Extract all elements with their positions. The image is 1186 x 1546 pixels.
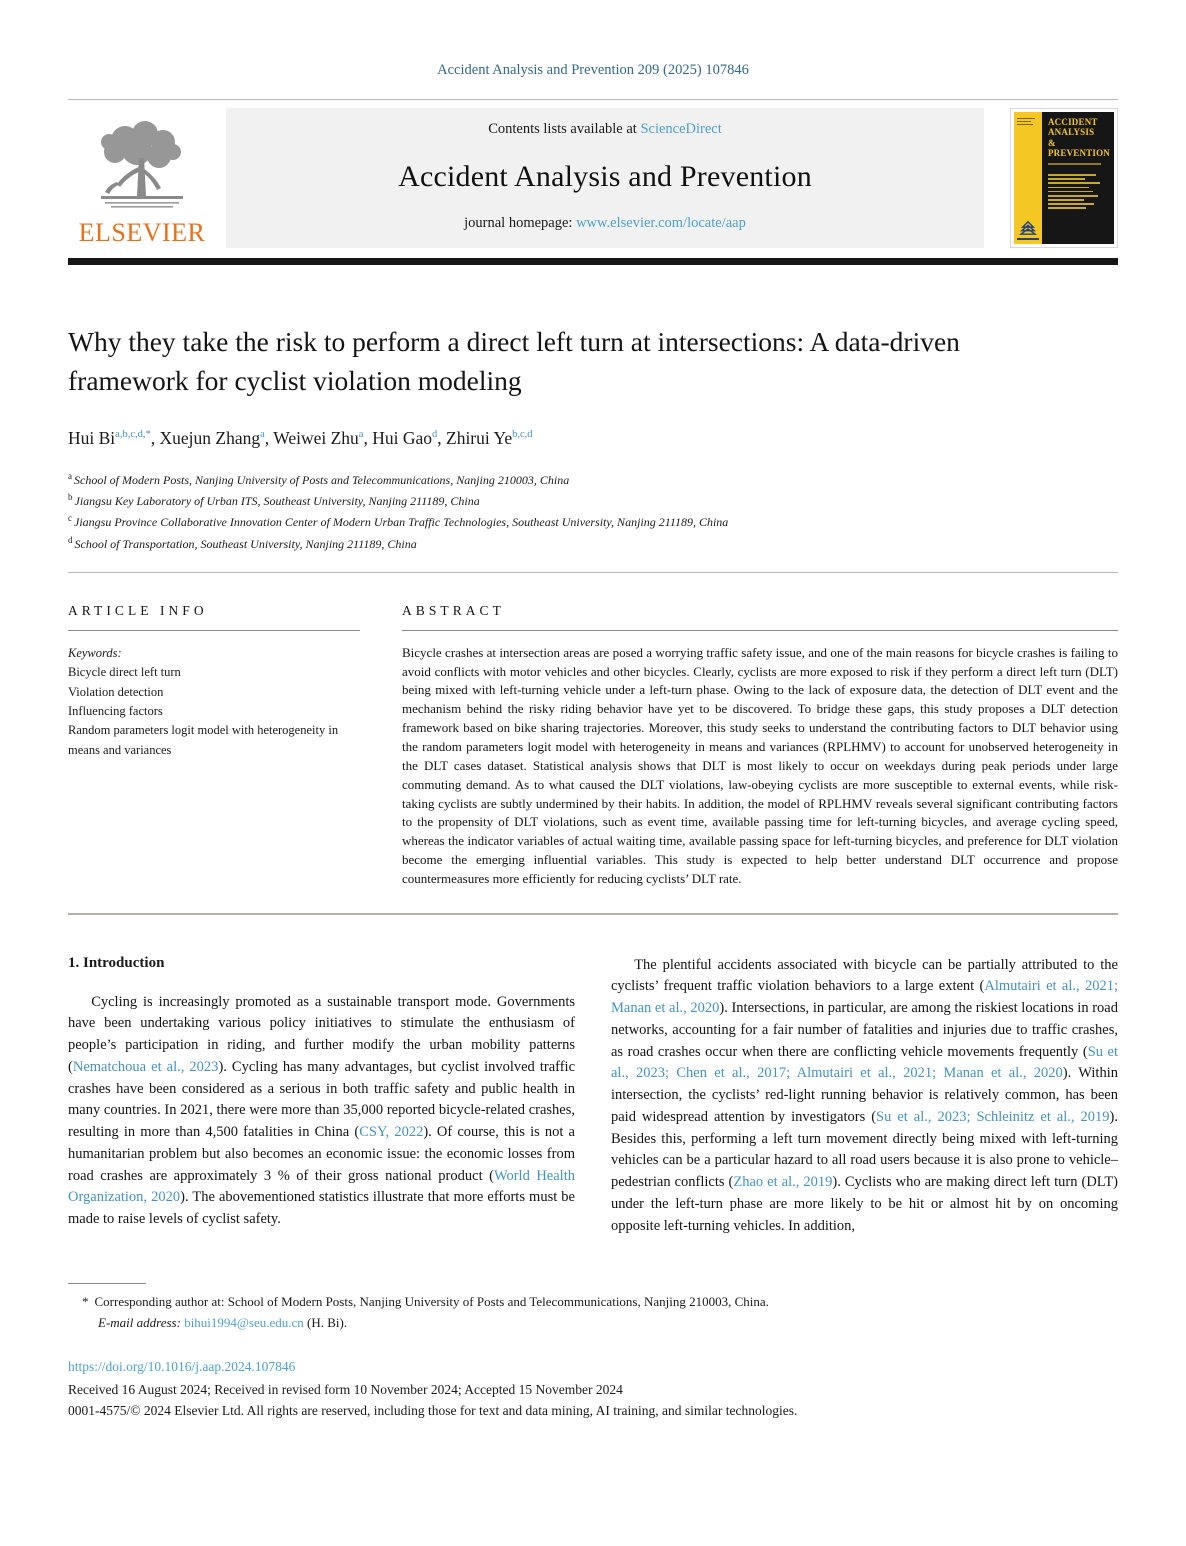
homepage-link[interactable]: www.elsevier.com/locate/aap bbox=[576, 215, 746, 231]
citation-link[interactable]: Nematchoua et al., 2023 bbox=[72, 1058, 219, 1075]
cover-issue-info-decor bbox=[1017, 116, 1039, 127]
article-title: Why they take the risk to perform a direct left turn at intersections: A data-driven framework for cyclist violation modeling bbox=[68, 326, 960, 396]
citation-link[interactable]: Su et al., 2023; Schleinitz et al., 2019 bbox=[876, 1108, 1110, 1125]
keyword: Influencing factors bbox=[68, 703, 163, 718]
paragraph-text: Cycling is increasingly promoted as a sustainable transport mode. Governments have been undertaking various policy initiatives to stimulate the enthusiasm of people’s participation in riding, and further modify the urban mobility patterns ( bbox=[68, 993, 575, 1075]
email-suffix: (H. Bi). bbox=[307, 1314, 348, 1330]
citation-link[interactable]: Zhao et al., 2019 bbox=[733, 1174, 833, 1191]
abstract-rule bbox=[402, 630, 1118, 631]
paragraph-text: ). Within intersection, the cyclists’ red-light running behavior is relatively common, has been paid widespread attention by investigators ( bbox=[611, 1065, 1118, 1125]
author bbox=[446, 428, 533, 448]
article-info-rule bbox=[68, 630, 360, 631]
section-divider bbox=[68, 572, 1118, 573]
author-name[interactable]: Zhirui Ye bbox=[446, 428, 513, 448]
body-paragraph bbox=[611, 955, 1118, 1238]
body-left-column bbox=[68, 955, 575, 1238]
contents-list-line bbox=[488, 121, 722, 138]
citation-link[interactable]: World Health Organization, 2020 bbox=[68, 1167, 575, 1206]
doi-link[interactable]: https://doi.org/10.1016/j.aap.2024.107846 bbox=[68, 1358, 296, 1374]
email-label: E-mail address: bbox=[98, 1314, 181, 1330]
journal-banner bbox=[68, 108, 1118, 248]
paragraph-text: ). Cyclists who are making direct left turn (DLT) under the left-turn phase are more likely to be hit or almost hit by on oncoming opposite left-turning vehicles. In addition, bbox=[611, 1174, 1119, 1234]
citation-link[interactable]: CSY, 2022 bbox=[359, 1124, 424, 1141]
author-affil-sup[interactable]: a,b,c,d,* bbox=[115, 429, 151, 441]
paragraph-text: ). The abovementioned statistics illustrate that more efforts must be made to raise levels of cyclist safety. bbox=[68, 1189, 575, 1228]
author-affil-sup[interactable]: d bbox=[432, 429, 438, 441]
sciencedirect-link[interactable]: ScienceDirect bbox=[640, 121, 722, 137]
keyword: Bicycle direct left turn bbox=[68, 665, 181, 680]
author: Xuejun Zhang$^a$, bbox=[159, 428, 274, 448]
cover-editor-line-decor bbox=[1048, 163, 1101, 165]
abstract-heading: ABSTRACT bbox=[402, 602, 505, 618]
footnote-marker: * bbox=[82, 1294, 89, 1310]
author-name[interactable]: Weiwei Zhu bbox=[273, 428, 359, 448]
corresponding-author-note: Corresponding author at: School of Modern Posts, Nanjing University of Posts and Telecommunications, Nanjing 210003, China. bbox=[94, 1294, 769, 1310]
citation-link[interactable]: Almutairi et al., 2021; Manan et al., 2020 bbox=[611, 978, 1118, 1017]
paragraph-text: ). Besides this, performing a left turn movement directly being mixed with left-turning vehicles can be a particular hazard to all road users because it is also prone to vehicle–pedestrian conflicts ( bbox=[611, 1108, 1118, 1191]
keyword: Random parameters logit model with heterogeneity in means and variances bbox=[68, 723, 339, 757]
author: Weiwei Zhu$^a$, bbox=[273, 428, 373, 448]
elsevier-logo[interactable] bbox=[68, 108, 226, 248]
cover-tree-icon bbox=[1019, 220, 1037, 236]
affiliation: $^b$ Jiangsu Key Laboratory of Urban ITS, Southeast University, Nanjing 211189, China bbox=[68, 492, 480, 509]
cover-right-panel bbox=[1042, 112, 1114, 244]
article-info-column bbox=[68, 603, 360, 889]
journal-cover-thumbnail[interactable] bbox=[1010, 108, 1118, 248]
info-abstract-section bbox=[68, 603, 1118, 889]
body-columns bbox=[68, 955, 1118, 1238]
footnote-block bbox=[68, 1292, 1118, 1332]
journal-title: Accident Analysis and Prevention bbox=[398, 159, 812, 193]
author-affil-sup[interactable]: b,c,d bbox=[512, 429, 533, 441]
homepage-prefix: journal homepage: bbox=[464, 215, 577, 231]
affiliation: $^d$ School of Transportation, Southeast University, Nanjing 211189, China bbox=[68, 534, 417, 551]
keywords-block bbox=[68, 644, 360, 760]
cover-title-line: ACCIDENT bbox=[1047, 117, 1098, 127]
author-name[interactable]: Hui Bi bbox=[68, 428, 116, 448]
footnote-divider bbox=[68, 1283, 146, 1284]
cover-publisher-mark bbox=[1017, 220, 1039, 240]
abstract-bottom-divider bbox=[68, 913, 1118, 915]
article-info-heading: ARTICLE INFO bbox=[68, 602, 208, 618]
paragraph-text: ). Cycling has many advantages, but cyclist involved traffic crashes have been considered as a serious in both traffic safety and public health in many countries. In 2021, there were more than 35,000 reported bicycle-related crashes, resulting in more than 4,500 fatalities in China ( bbox=[68, 1058, 576, 1141]
paragraph-text: ). Intersections, in particular, are among the riskiest locations in road networks, accounting for a fair number of fatalities and injuries due to traffic crashes, as road crashes occur when there are conflicting vehicle movements frequently ( bbox=[611, 1000, 1118, 1060]
elsevier-tree-icon bbox=[86, 118, 198, 218]
abstract-text: Bicycle crashes at intersection areas are posed a worrying traffic safety issue, and one of the main reasons for bicycle crashes is failing to avoid conflicts with motor vehicles and other bicycles. Clearly, cyclists are more exposed to risk if they perform a direct left turn (DLT) being mixed with left-turning vehicle under a left-turn phase. Owing to the lack of exposure data, the detection of DLT event and the mechanism behind the risky riding behavior have yet to be discovered. To bridge these gaps, this study proposes a DLT detection framework based on bike sharing trajectories. Moreover, this study seeks to understand the contributing factors to DLT behavior using the random parameters logit model with heterogeneity in means and variances (RPLHMV) to account for unobserved heterogeneity in the DLT cases dataset. Statistical analysis shows that DLT is most likely to occur on weekdays during peak periods under large commuting demand. As to what caused the DLT violations, law-obeying cyclists are more susceptible to external events, while risk-taking cyclists are subtly undermined by their habits. In addition, the model of RPLHMV reveals several significant contributing factors to the propensity of DLT violations, such as event time, available passing time for left-turning bicycles, and average cycling speed, whereas the indicator variables of actual waiting time, available passing space for left-turning bicycles, and preference for DLT violation become the emerging influential variables. This study is expected to help better understand DLT occurrence and propose countermeasures more efficiently for reducing cyclists’ DLT rate. bbox=[402, 644, 1118, 886]
journal-homepage-line bbox=[464, 215, 746, 232]
article-history: Received 16 August 2024; Received in revised form 10 November 2024; Accepted 15 November 2024 bbox=[68, 1381, 623, 1397]
copyright-notice: 0001-4575/© 2024 Elsevier Ltd. All rights are reserved, including those for text and data mining, AI training, and similar technologies. bbox=[68, 1402, 798, 1418]
keywords-label: Keywords: bbox=[68, 645, 122, 660]
author: Hui $Bi^{a,b,c,d,*}$, bbox=[68, 428, 160, 448]
section-heading-introduction: 1. Introduction bbox=[68, 954, 165, 971]
author-list bbox=[68, 428, 1118, 449]
header-thick-rule bbox=[68, 258, 1118, 265]
citation-link[interactable]: Su et al., 2023; Chen et al., 2017; Almutairi et al., 2021; Manan et al., 2020 bbox=[611, 1043, 1119, 1082]
abstract-column bbox=[402, 603, 1118, 889]
cover-left-strip bbox=[1014, 112, 1042, 244]
body-right-column bbox=[611, 955, 1118, 1238]
paragraph-text: The plentiful accidents associated with bicycle can be partially attributed to the cyclists’ frequent traffic violation behaviors to a large extent ( bbox=[611, 956, 1118, 995]
author-name[interactable]: Xuejun Zhang bbox=[159, 428, 261, 448]
author-affil-sup[interactable]: a bbox=[260, 429, 265, 441]
author-name[interactable]: Hui Gao bbox=[372, 428, 432, 448]
paragraph-text: ). Of course, this is not a humanitarian problem but also becomes an economic issue: the economic losses from road crashes are approximately 3 % of their gross national product ( bbox=[68, 1124, 575, 1184]
contents-prefix: Contents lists available at bbox=[488, 121, 641, 137]
affiliation-list bbox=[68, 469, 1118, 554]
banner-center bbox=[226, 108, 984, 248]
affiliation: $^c$ Jiangsu Province Collaborative Innovation Center of Modern Urban Traffic Technologies, Southeast University, Nanjing 211189, China bbox=[68, 513, 729, 530]
cover-topic-list-decor bbox=[1048, 171, 1110, 211]
elsevier-wordmark: ELSEVIER bbox=[78, 218, 206, 247]
cover-title-line: & bbox=[1047, 137, 1056, 148]
header-divider bbox=[68, 99, 1118, 100]
body-paragraph bbox=[68, 992, 575, 1231]
cover-title-line: ANALYSIS bbox=[1047, 127, 1095, 138]
journal-cover-art bbox=[1014, 112, 1114, 244]
cover-title-line: PREVENTION bbox=[1047, 148, 1110, 159]
email-link[interactable]: bihui1994@seu.edu.cn bbox=[184, 1314, 304, 1330]
author-affil-sup[interactable]: a bbox=[358, 429, 364, 441]
author: Hui Gao$^d$, bbox=[372, 428, 446, 448]
affiliation: $^a$ School of Modern Posts, Nanjing University of Posts and Telecommunications, Nanjing 210003, China bbox=[68, 471, 570, 487]
journal-citation: Accident Analysis and Prevention 209 (2025) 107846 bbox=[437, 62, 749, 78]
keyword: Violation detection bbox=[68, 684, 164, 699]
